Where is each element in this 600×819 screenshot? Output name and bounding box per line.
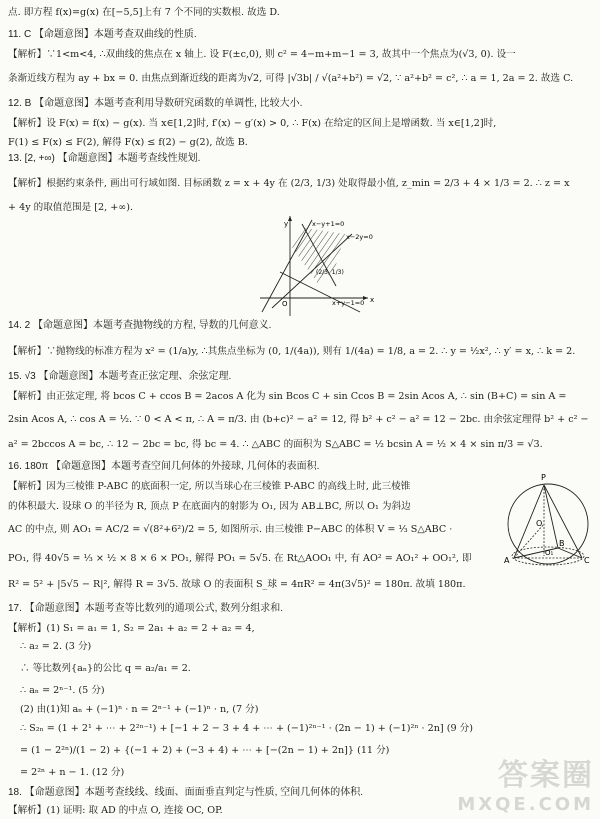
question-18-header: 18. 【命题意图】本题考查线线、线面、面面垂直判定与性质, 空间几何体的体积. bbox=[8, 787, 364, 798]
y-axis-label: y bbox=[284, 220, 289, 228]
solution-17-line-6: ∴ S₂ₙ = (1 + 2¹ + ⋯ + 2²ⁿ⁻¹) + [−1 + 2 − 3 + 4 + ⋯ + (−1)²ⁿ⁻¹ · (2n − 1) + (−1)²ⁿ · 2n] (9 分) bbox=[20, 723, 473, 734]
solution-13-line-1: 【解析】根据约束条件, 画出可行域如图. 目标函数 z = x + 4y 在 (2/3, 1/3) 处取得最小值, z_min = 2/3 + 4 × 1/3 = 2. ∴ z = x bbox=[8, 178, 570, 189]
solution-16-line-4: PO₁, 得 40√5 = ⅓ × ½ × 8 × 6 × PO₁, 解得 PO₁ = 5√5. 在 Rt△AOO₁ 中, 有 AO² = AO₁² + OO₁², 即 bbox=[8, 553, 472, 564]
feasible-region-figure bbox=[250, 212, 380, 320]
solution-17-line-5: (2) 由(1)知 aₙ + (−1)ⁿ · n = 2ⁿ⁻¹ + (−1)ⁿ · n, (7 分) bbox=[20, 704, 259, 715]
question-13-header: 13. [2, +∞) 【命题意图】本题考查线性规划. bbox=[8, 153, 201, 164]
solution-16-line-5: R² = 5² + |5√5 − R|², 解得 R = 3√5. 故球 O 的表面积 S_球 = 4πR² = 4π(3√5)² = 180π. 故填 180π. bbox=[8, 579, 466, 590]
question-12-header: 12. B 【命题意图】本题考查利用导数研究函数的单调性, 比较大小. bbox=[8, 98, 303, 109]
solution-15-line-3: a² = 2bccos A = bc, ∴ 12 − 2bc = bc, 得 bc = 4. ∴ △ABC 的面积为 S△ABC = ½ bcsin A = ½ × 4 × sin π/3 = √3. bbox=[8, 439, 543, 450]
solution-18-line: 【解析】(1) 证明: 取 AD 的中点 O, 连接 OC, OP. bbox=[8, 805, 223, 816]
question-15-header: 15. √3 【命题意图】本题考查正弦定理、余弦定理. bbox=[8, 371, 232, 382]
solution-11-line-1: 【解析】∵1<m<4, ∴双曲线的焦点在 x 轴上. 设 F(±c,0), 则 c² = 4−m+m−1 = 3, 故其中一个焦点为(√3, 0). 设一 bbox=[8, 49, 516, 60]
solution-16-line-2: 的体积最大. 设球 O 的半径为 R, 顶点 P 在底面内的射影为 O₁, 因为 AB⊥BC, 所以 O₁ 为斜边 bbox=[8, 501, 411, 512]
watermark bbox=[457, 750, 594, 815]
line2-label: x−2y=0 bbox=[346, 233, 373, 241]
solution-14-line: 【解析】∵抛物线的标准方程为 x² = (1/a)y, ∴其焦点坐标为 (0, 1/(4a)), 则有 1/(4a) = 1/8, a = 2. ∴ y = ½x², ∴ y′ = x, ∴ k = 2. bbox=[8, 346, 576, 357]
question-16-header: 16. 180π 【命题意图】本题考查空间几何体的外接球, 几何体的表面积. bbox=[8, 461, 320, 472]
solution-15-line-2: 2sin Acos A, ∴ cos A = ½. ∵ 0 < A < π, ∴ A = π/3. 由 (b+c)² − a² = 12, 得 b² + c² − a² = 12 − 2bc. 由余弦定理得 b² + c² − bbox=[8, 414, 589, 425]
point-O1: O₁ bbox=[545, 549, 554, 557]
solution-12-line-1: 【解析】设 F(x) = f(x) − g(x). 当 x∈[1,2]时, f′(x) − g′(x) > 0, ∴ F(x) 在给定的区间上是增函数. 当 x∈[1,2]时, bbox=[8, 118, 497, 129]
solution-11-line-2: 条渐近线方程为 ay + bx = 0. 由焦点到渐近线的距离为√2, 可得 |√3b| / √(a²+b²) = √2, ∵ a²+b² = c², ∴ a = 1, 2a = 2. 故选 C. bbox=[8, 73, 574, 84]
solution-12-line-2: F(1) ≤ F(x) ≤ F(2), 解得 F(x) ≤ f(2) − g(2), 故选 B. bbox=[8, 137, 248, 148]
watermark-url: MXQE.COM bbox=[457, 794, 594, 815]
min-point-label: (2/3, 1/3) bbox=[316, 269, 344, 276]
vertex-P: P bbox=[541, 473, 546, 482]
solution-17-line-1: 【解析】(1) S₁ = a₁ = 1, S₂ = 2a₁ + a₂ = 2 + a₂ = 4, bbox=[8, 623, 255, 634]
solution-15-line-1: 【解析】由正弦定理, 将 bcos C + ccos B = 2acos A 化为 sin Bcos C + sin Ccos B = 2sin Acos A, ∴ sin (B+C) = sin A = bbox=[8, 391, 567, 402]
solution-17-line-4: ∴ aₙ = 2ⁿ⁻¹. (5 分) bbox=[20, 685, 105, 696]
text-line: 点. 即方程 f(x)=g(x) 在[−5,5]上有 7 个不同的实数根. 故选 D. bbox=[8, 7, 280, 18]
solution-16-line-1: 【解析】因为三棱锥 P-ABC 的底面积一定, 所以当球心在三棱锥 P-ABC 的高线上时, 此三棱锥 bbox=[8, 481, 411, 492]
vertex-C: C bbox=[584, 556, 590, 565]
line3-label: x+y−1=0 bbox=[332, 299, 365, 307]
solution-16-line-3: AC 的中点, 则 AO₁ = AC/2 = √(8²+6²)/2 = 5, 如图所示. 由三棱锥 P−ABC 的体积 V = ⅓ S△ABC · bbox=[8, 524, 453, 535]
solution-17-line-2: ∴ a₂ = 2. (3 分) bbox=[20, 641, 92, 652]
solution-17-line-3: ∴ 等比数列{aₙ}的公比 q = a₂/a₁ = 2. bbox=[20, 663, 191, 674]
watermark-text: 答案圈 bbox=[498, 758, 594, 793]
x-axis-label: x bbox=[370, 296, 375, 304]
solution-13-line-2: + 4y 的取值范围是 [2, +∞). bbox=[8, 202, 134, 213]
origin-label: O bbox=[282, 300, 288, 308]
solution-17-line-8: = 2²ⁿ + n − 1. (12 分) bbox=[20, 767, 125, 778]
vertex-A: A bbox=[504, 556, 510, 565]
solution-17-line-7: = (1 − 2²ⁿ)/(1 − 2) + {(−1 + 2) + (−3 + 4) + ⋯ + [−(2n − 1) + 2n]} (11 分) bbox=[20, 745, 390, 756]
question-17-header: 17. 【命题意图】本题考查等比数列的通项公式, 数列分组求和. bbox=[8, 603, 284, 614]
vertex-B: B bbox=[559, 539, 565, 548]
line1-label: x−y+1=0 bbox=[312, 220, 345, 228]
center-O: O bbox=[536, 519, 543, 528]
sphere-pyramid-figure bbox=[500, 456, 596, 578]
question-14-header: 14. 2 【命题意图】本题考查抛物线的方程, 导数的几何意义. bbox=[8, 320, 272, 331]
question-11-header: 11. C 【命题意图】本题考查双曲线的性质. bbox=[8, 29, 197, 40]
